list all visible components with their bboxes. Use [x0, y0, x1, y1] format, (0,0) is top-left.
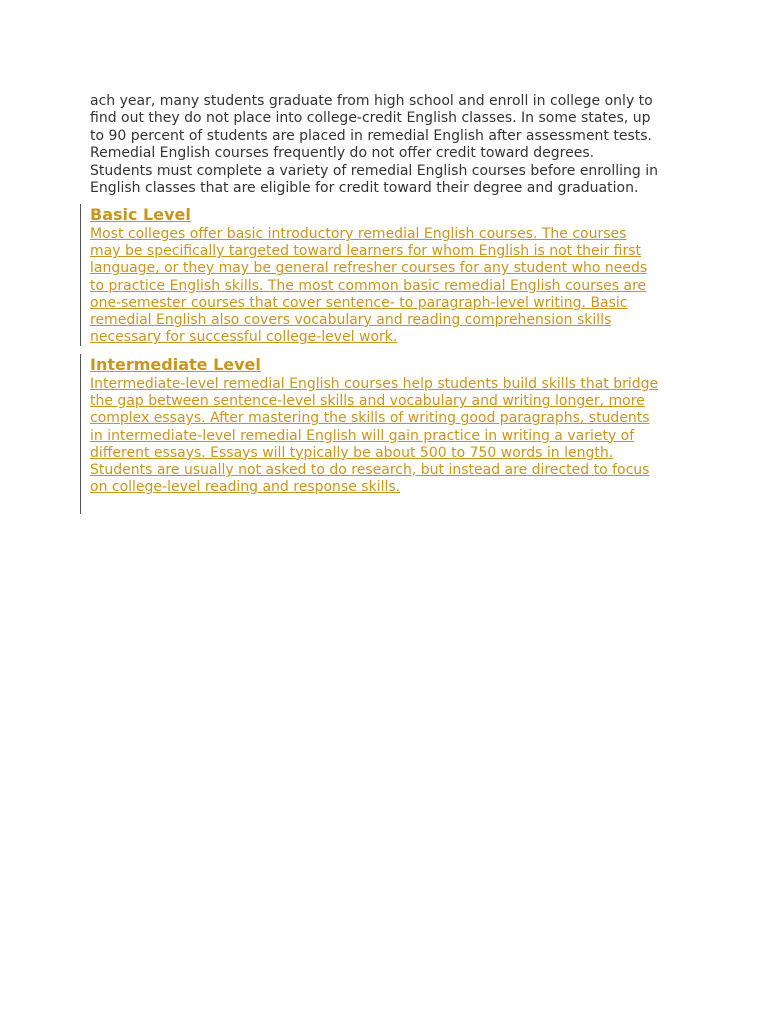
basic-level-section	[80, 204, 710, 346]
intro-paragraph	[90, 93, 690, 197]
basic-level-line: Most colleges offer basic introductory remedial English courses. The courses	[90, 226, 627, 242]
intermediate-level-heading-link[interactable]: Intermediate Level	[90, 355, 261, 374]
intro-line: ach year, many students graduate from high school and enroll in college only to	[90, 93, 653, 109]
intermediate-level-body-link[interactable]	[90, 376, 710, 496]
intermediate-level-line: different essays. Essays will typically be about 500 to 750 words in length.	[90, 444, 614, 461]
intermediate-level-line: Intermediate-level remedial English courses help students build skills that bridge	[90, 376, 659, 392]
intro-line: Students must complete a variety of remedial English courses before enrolling in	[90, 162, 658, 179]
basic-level-body-link[interactable]	[90, 226, 710, 346]
basic-level-line: one-semester courses that cover sentence- to paragraph-level writing. Basic	[90, 294, 628, 311]
intro-line: to 90 percent of students are placed in remedial English after assessment tests.	[90, 127, 652, 144]
basic-level-line: to practice English skills. The most common basic remedial English courses are	[90, 277, 647, 294]
intermediate-level-line: in intermediate-level remedial English will gain practice in writing a variety of	[90, 427, 635, 444]
intermediate-level-line: on college-level reading and response skills.	[90, 479, 401, 496]
basic-level-line: language, or they may be general refresher courses for any student who needs	[90, 260, 648, 277]
basic-level-line: necessary for successful college-level work.	[90, 329, 398, 346]
basic-level-line: may be specifically targeted toward learners for whom English is not their first	[90, 243, 642, 260]
intro-line: Remedial English courses frequently do not offer credit toward degrees.	[90, 145, 595, 162]
intermediate-level-line: the gap between sentence-level skills and vocabulary and writing longer, more	[90, 393, 645, 410]
intro-line: find out they do not place into college-credit English classes. In some states, up	[90, 110, 651, 127]
basic-level-line: remedial English also covers vocabulary and reading comprehension skills	[90, 312, 612, 329]
intro-line: English classes that are eligible for credit toward their degree and graduation.	[90, 180, 639, 197]
basic-level-heading-link[interactable]: Basic Level	[90, 205, 191, 224]
intermediate-level-line: Students are usually not asked to do research, but instead are directed to focus	[90, 462, 650, 479]
intermediate-level-line: complex essays. After mastering the skills of writing good paragraphs, students	[90, 410, 650, 427]
intermediate-level-section	[80, 354, 710, 514]
